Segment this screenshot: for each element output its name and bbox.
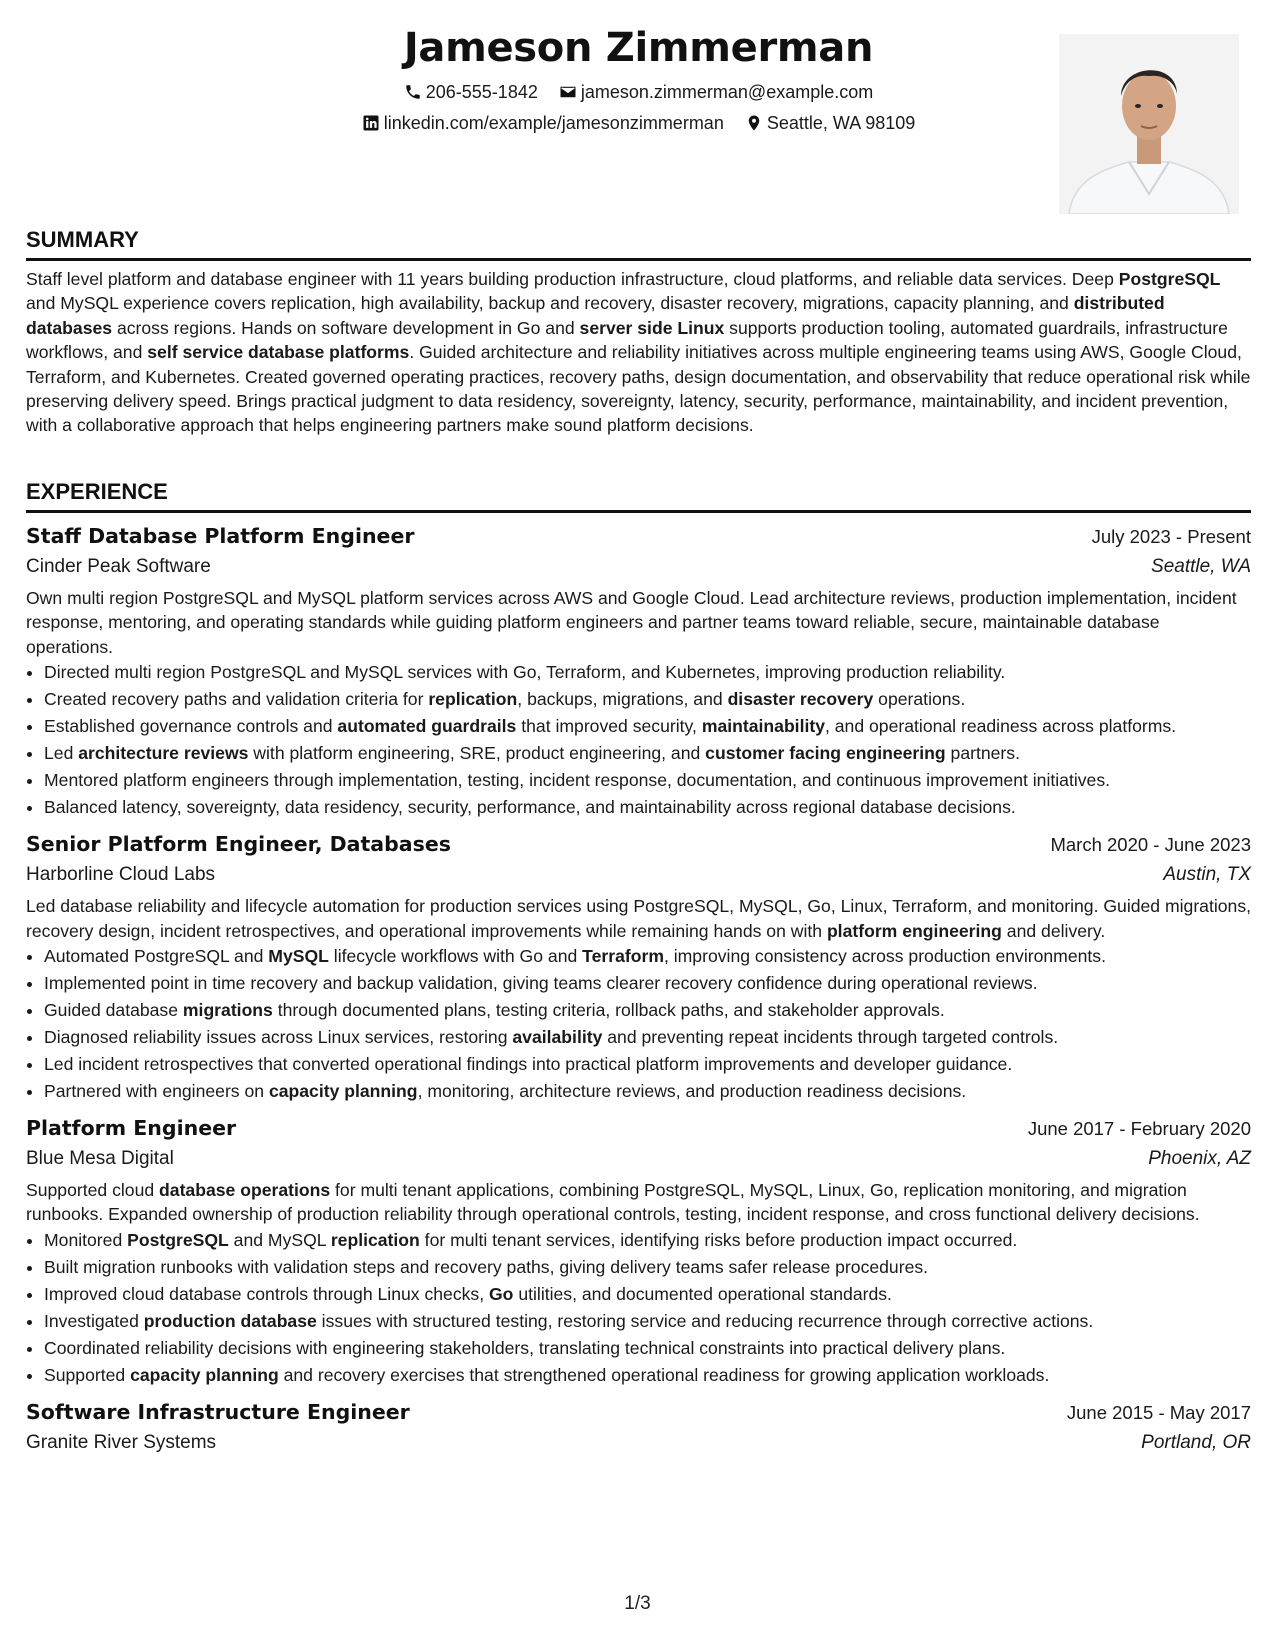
job-dates: March 2020 - June 2023 bbox=[1050, 834, 1251, 856]
emphasis-text: MySQL bbox=[268, 946, 329, 967]
text-run: Investigated bbox=[44, 1310, 144, 1331]
emphasis-text: replication bbox=[330, 1229, 420, 1250]
text-run: Staff level platform and database engineer with 11 years building production infrastructure, cloud platforms, and reliable data services. Deep bbox=[26, 269, 1119, 289]
text-run: Guided database bbox=[44, 1000, 183, 1021]
email-address[interactable]: jameson.zimmerman@example.com bbox=[580, 82, 874, 102]
text-run: Led database reliability and lifecycle automation for production services using PostgreSQL, MySQL, Go, Linux, Terraform, and monitoring. Guided migrations, recovery design, incident retrospectives, and operational improvements while remaining hands on with bbox=[26, 896, 1252, 941]
job-bullet bbox=[44, 1335, 1251, 1362]
job-entry bbox=[26, 829, 1251, 1105]
job-title: Platform Engineer bbox=[26, 1116, 237, 1141]
job-dates: July 2023 - Present bbox=[1091, 526, 1251, 547]
job-location: Portland, OR bbox=[1141, 1431, 1251, 1453]
job-entry bbox=[26, 1397, 1251, 1458]
job-location: Phoenix, AZ bbox=[1148, 1148, 1251, 1170]
envelope-icon bbox=[559, 83, 581, 101]
job-bullet bbox=[44, 943, 1251, 970]
text-run: Led bbox=[44, 743, 79, 764]
job-bullet bbox=[44, 1362, 1251, 1389]
text-run: with platform engineering, SRE, product engineering, and bbox=[248, 743, 706, 764]
profile-photo bbox=[1059, 34, 1239, 214]
contact-linkedin[interactable] bbox=[362, 111, 724, 135]
summary-text bbox=[26, 267, 1251, 438]
job-title: Senior Platform Engineer, Databases bbox=[26, 832, 451, 857]
contact-location bbox=[745, 111, 915, 135]
job-company-row bbox=[26, 860, 1251, 890]
job-location: Seattle, WA bbox=[1151, 556, 1251, 577]
job-company-row bbox=[26, 552, 1251, 582]
text-run: Balanced latency, sovereignty, data residency, security, performance, and maintainability across regional database decisions. bbox=[44, 797, 1016, 818]
emphasis-text: Terraform bbox=[582, 946, 664, 967]
text-run: and MySQL experience covers replication, high availability, backup and recovery, disaster recovery, migrations, capacity planning, and bbox=[26, 293, 1074, 314]
job-bullet-list bbox=[26, 659, 1251, 821]
job-bullet-list bbox=[26, 1227, 1251, 1389]
text-run: that improved security, bbox=[516, 716, 702, 737]
text-run: , backups, migrations, and bbox=[517, 689, 728, 710]
job-title-row bbox=[26, 521, 1251, 552]
emphasis-text: PostgreSQL bbox=[1118, 269, 1221, 289]
job-title-row bbox=[26, 1113, 1251, 1144]
text-run: across regions. Hands on software development in Go and bbox=[112, 317, 580, 338]
job-bullet bbox=[44, 1254, 1251, 1281]
text-run: , improving consistency across production environments. bbox=[663, 946, 1106, 967]
contact-phone bbox=[404, 80, 538, 104]
job-dates: June 2017 - February 2020 bbox=[1027, 1118, 1251, 1140]
job-bullet bbox=[44, 659, 1251, 686]
emphasis-text: capacity planning bbox=[268, 1081, 418, 1102]
page-number: 1/3 bbox=[624, 1593, 651, 1614]
job-description bbox=[26, 894, 1251, 943]
emphasis-text: availability bbox=[512, 1027, 603, 1048]
job-dates: June 2015 - May 2017 bbox=[1066, 1401, 1251, 1423]
emphasis-text: migrations bbox=[182, 1000, 273, 1021]
emphasis-text: database operations bbox=[159, 1180, 331, 1201]
text-run: issues with structured testing, restoring service and reducing recurrence through corrective actions. bbox=[316, 1310, 1094, 1331]
text-run: Built migration runbooks with validation steps and recovery paths, giving delivery teams safer release procedures. bbox=[44, 1256, 929, 1277]
text-run: operations. bbox=[873, 689, 966, 710]
job-bullet bbox=[44, 1281, 1251, 1308]
text-run: Improved cloud database controls through Linux checks, bbox=[44, 1283, 489, 1304]
text-run: Led incident retrospectives that converted operational findings into practical platform improvements and developer guidance. bbox=[44, 1054, 1013, 1075]
emphasis-text: distributed databases bbox=[26, 293, 1165, 338]
text-run: for multi tenant services, identifying risks before production impact occurred. bbox=[419, 1229, 1018, 1250]
text-run: Diagnosed reliability issues across Linux services, restoring bbox=[44, 1027, 513, 1048]
job-title-row bbox=[26, 829, 1251, 860]
experience-heading: EXPERIENCE bbox=[26, 478, 1251, 513]
candidate-name: Jameson Zimmerman bbox=[403, 25, 874, 71]
text-run: for multi tenant applications, combining PostgreSQL, MySQL, Linux, Go, replication monitoring, and migration runbooks. Expanded ownership of production reliability through operational controls, testing, incident response, and cross functional delivery decisions. bbox=[26, 1180, 1200, 1225]
job-bullet bbox=[44, 794, 1251, 821]
emphasis-text: customer facing engineering bbox=[705, 743, 946, 764]
text-run: Automated PostgreSQL and bbox=[44, 946, 269, 967]
job-bullet bbox=[44, 997, 1251, 1024]
emphasis-text: automated guardrails bbox=[337, 716, 517, 737]
job-company: Cinder Peak Software bbox=[26, 556, 211, 577]
emphasis-text: maintainability bbox=[701, 716, 825, 737]
job-bullet bbox=[44, 767, 1251, 794]
text-run: partners. bbox=[945, 743, 1020, 764]
job-bullet bbox=[44, 1051, 1251, 1078]
emphasis-text: server side Linux bbox=[579, 317, 725, 338]
resume-page bbox=[26, 0, 1251, 1650]
job-company: Blue Mesa Digital bbox=[26, 1148, 174, 1170]
job-bullet bbox=[44, 740, 1251, 767]
text-run: Monitored bbox=[44, 1229, 128, 1250]
job-bullet bbox=[44, 1308, 1251, 1335]
text-run: Mentored platform engineers through implementation, testing, incident response, documentation, and continuous improvement initiatives. bbox=[44, 770, 1111, 791]
job-list bbox=[26, 521, 1251, 1458]
job-bullet-list bbox=[26, 943, 1251, 1105]
text-run: Established governance controls and bbox=[44, 716, 338, 737]
job-description bbox=[26, 586, 1251, 659]
job-company-row bbox=[26, 1428, 1251, 1458]
text-run: and preventing repeat incidents through targeted controls. bbox=[602, 1027, 1059, 1048]
emphasis-text: self service database platforms bbox=[147, 342, 410, 363]
emphasis-text: replication bbox=[428, 689, 518, 710]
emphasis-text: platform engineering bbox=[826, 920, 1002, 941]
text-run: lifecycle workflows with Go and bbox=[328, 946, 583, 967]
job-company: Harborline Cloud Labs bbox=[26, 864, 216, 886]
job-bullet bbox=[44, 686, 1251, 713]
text-run: Coordinated reliability decisions with engineering stakeholders, translating technical constraints into practical delivery plans. bbox=[44, 1337, 1006, 1358]
emphasis-text: PostgreSQL bbox=[127, 1229, 229, 1250]
text-run: supports production tooling, automated guardrails, infrastructure workflows, and bbox=[26, 317, 1228, 363]
phone-number: 206-555-1842 bbox=[425, 82, 538, 102]
experience-section bbox=[26, 478, 1251, 1458]
job-bullet bbox=[44, 713, 1251, 740]
linkedin-icon bbox=[362, 114, 384, 132]
emphasis-text: Go bbox=[489, 1283, 514, 1304]
text-run: Directed multi region PostgreSQL and MySQL services with Go, Terraform, and Kubernetes, improving production reliability. bbox=[44, 662, 1006, 683]
job-bullet bbox=[44, 970, 1251, 997]
job-location: Austin, TX bbox=[1163, 864, 1251, 886]
text-run: Implemented point in time recovery and backup validation, giving teams clearer recovery confidence during operational reviews. bbox=[44, 973, 1038, 994]
text-run: Supported cloud bbox=[26, 1180, 160, 1201]
contact-email[interactable] bbox=[559, 80, 873, 104]
job-entry bbox=[26, 521, 1251, 821]
text-run: Supported bbox=[44, 1364, 131, 1385]
job-bullet bbox=[44, 1024, 1251, 1051]
emphasis-text: production database bbox=[143, 1310, 317, 1331]
emphasis-text: architecture reviews bbox=[78, 743, 249, 764]
job-company: Granite River Systems bbox=[26, 1431, 217, 1453]
linkedin-url[interactable]: linkedin.com/example/jamesonzimmerman bbox=[383, 113, 724, 133]
summary-heading: SUMMARY bbox=[26, 226, 1251, 261]
phone-icon bbox=[404, 83, 426, 101]
text-run: , and operational readiness across platforms. bbox=[825, 716, 1177, 737]
emphasis-text: capacity planning bbox=[130, 1364, 279, 1385]
text-run: and recovery exercises that strengthened operational readiness for growing application workloads. bbox=[278, 1364, 1050, 1385]
text-run: . Guided architecture and reliability initiatives across multiple engineering teams using AWS, Google Cloud, Terraform, and Kubernetes. Created governed operating practices, recovery paths, design documentation, and observability that reduce operational risk while preserving delivery speed. Brings practical judgment to data residency, sovereignty, latency, security, performance, maintainability, and incident prevention, with a collaborative approach that helps engineering partners make sound platform decisions. bbox=[26, 342, 1251, 436]
job-title: Software Infrastructure Engineer bbox=[26, 1399, 410, 1424]
text-run: Created recovery paths and validation criteria for bbox=[44, 689, 429, 710]
job-company-row bbox=[26, 1144, 1251, 1174]
text-run: and MySQL bbox=[228, 1229, 331, 1250]
job-title-row bbox=[26, 1397, 1251, 1428]
job-description bbox=[26, 1178, 1251, 1227]
job-bullet bbox=[44, 1227, 1251, 1254]
resume-header bbox=[26, 0, 1251, 228]
text-run: utilities, and documented operational standards. bbox=[513, 1283, 892, 1304]
emphasis-text: disaster recovery bbox=[727, 689, 874, 710]
job-title: Staff Database Platform Engineer bbox=[26, 524, 415, 548]
text-run: , monitoring, architecture reviews, and production readiness decisions. bbox=[417, 1081, 967, 1102]
text-run: and delivery. bbox=[1001, 920, 1106, 941]
text-run: Own multi region PostgreSQL and MySQL platform services across AWS and Google Cloud. Lead architecture reviews, production implementation, incident response, mentoring, and operating standards while guiding platform engineers and partner teams toward reliable, secure, maintainable database operations. bbox=[26, 588, 1237, 657]
job-entry bbox=[26, 1113, 1251, 1389]
text-run: through documented plans, testing criteria, rollback paths, and stakeholder approvals. bbox=[272, 1000, 945, 1021]
job-bullet bbox=[44, 1078, 1251, 1105]
text-run: Partnered with engineers on bbox=[44, 1081, 269, 1102]
summary-section bbox=[26, 226, 1251, 438]
location-text: Seattle, WA 98109 bbox=[766, 113, 916, 133]
map-pin-icon bbox=[745, 114, 767, 132]
